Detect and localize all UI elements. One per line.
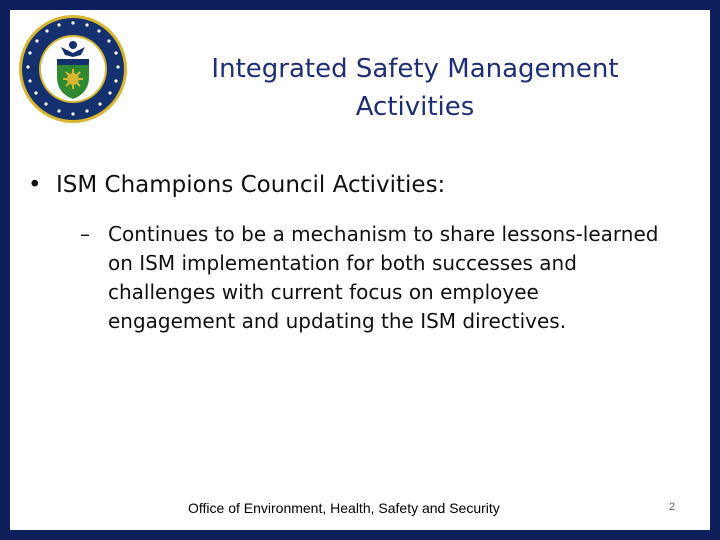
page-number: 2 (668, 501, 676, 513)
bullet-icon: • (28, 172, 42, 198)
title-line-2: Activities (355, 92, 475, 122)
title-line-1: Integrated Safety Management (211, 54, 619, 84)
dash-icon: – (80, 222, 90, 246)
slide-title (150, 50, 680, 126)
footer-text: Office of Environment, Health, Safety and Security (188, 500, 500, 516)
doe-seal-icon (17, 13, 129, 125)
sub-bullet-text: Continues to be a mechanism to share lessons-learned on ISM implementation for both successes and challenges with current focus on employee engagement and updating the ISM directives. (108, 222, 659, 333)
bullet-item (28, 170, 668, 200)
sub-bullet-item (80, 220, 660, 336)
bullet-text: ISM Champions Council Activities: (56, 172, 446, 198)
